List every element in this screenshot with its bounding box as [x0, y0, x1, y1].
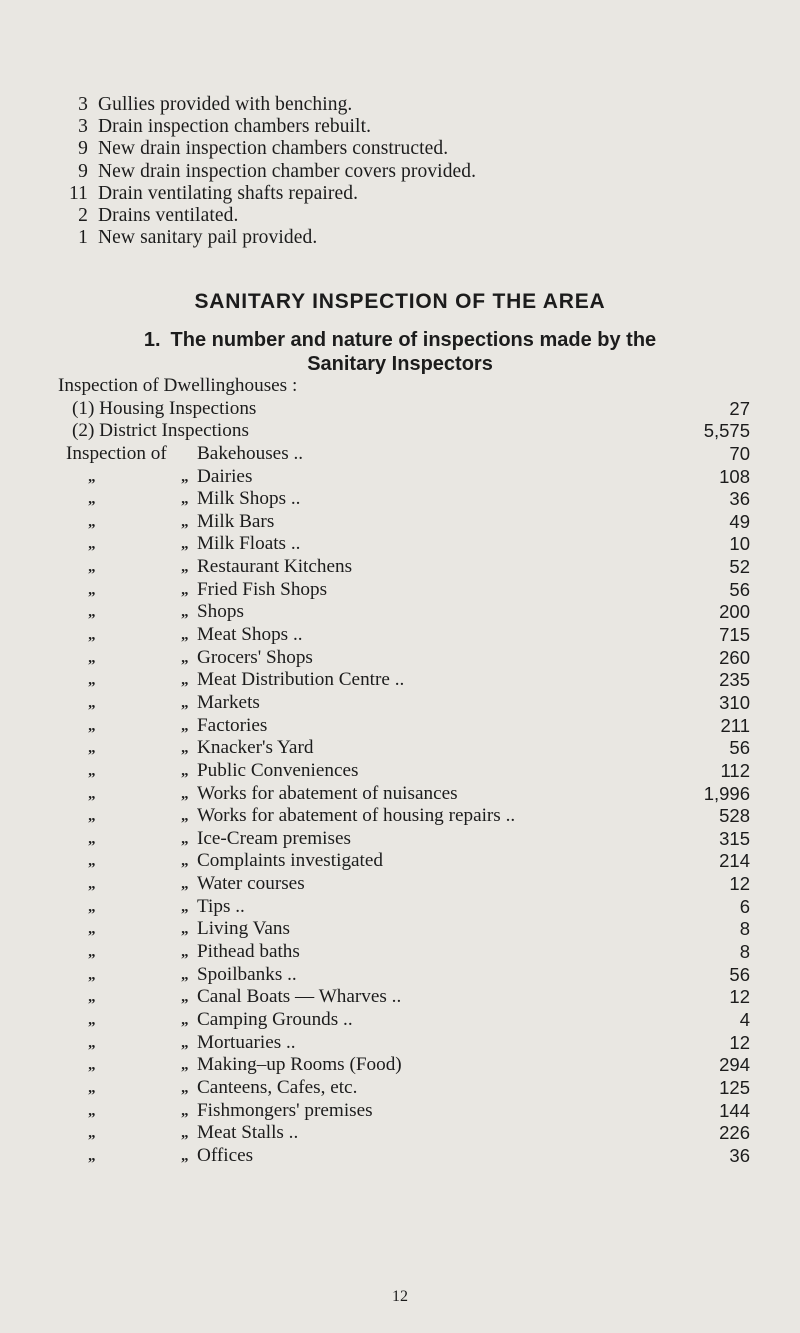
row-value: 1,996	[703, 782, 750, 804]
row-value: 8	[739, 941, 750, 963]
row-prefix: Inspection of	[66, 442, 167, 464]
table-row	[0, 941, 800, 964]
row-label: Dairies	[197, 465, 253, 487]
ditto-mark: „	[88, 966, 96, 983]
ditto-mark: „	[88, 1147, 96, 1164]
ditto-mark: „	[181, 1079, 189, 1096]
ditto-mark: „	[181, 1147, 189, 1164]
row-label: (1) Housing Inspections	[72, 397, 257, 419]
intro-line	[58, 227, 758, 249]
ditto-mark: „	[181, 830, 189, 847]
row-label: Canteens, Cafes, etc.	[197, 1076, 358, 1098]
row-label: Making–up Rooms (Food)	[197, 1054, 402, 1076]
ditto-mark: „	[88, 1057, 96, 1074]
row-label: Mortuaries ..	[197, 1031, 296, 1053]
ditto-mark: „	[88, 1034, 96, 1051]
table-row	[0, 1100, 800, 1123]
ditto-mark: „	[88, 672, 96, 689]
intro-count: 3	[78, 116, 88, 138]
ditto-mark: „	[181, 740, 189, 757]
ditto-mark: „	[181, 1125, 189, 1142]
row-value: 36	[729, 488, 750, 510]
table-row	[0, 511, 800, 534]
row-label: Complaints investigated	[197, 850, 383, 872]
intro-count: 3	[78, 94, 88, 115]
row-label: (2) District Inspections	[72, 420, 249, 442]
ditto-mark: „	[88, 762, 96, 779]
ditto-mark: „	[88, 536, 96, 553]
ditto-mark: „	[88, 694, 96, 711]
intro-text: New sanitary pail provided.	[98, 227, 318, 249]
row-value: 56	[729, 578, 750, 600]
row-value: 49	[729, 510, 750, 532]
ditto-mark: „	[88, 1011, 96, 1028]
intro-line	[58, 183, 758, 205]
row-label: Fried Fish Shops	[197, 578, 328, 600]
ditto-mark: „	[181, 627, 189, 644]
row-value: 70	[729, 442, 750, 464]
ditto-mark: „	[88, 853, 96, 870]
row-label: Canal Boats — Wharves ..	[197, 986, 402, 1008]
row-label: Milk Bars	[197, 510, 275, 532]
row-label: Living Vans	[197, 918, 290, 940]
row-value: 12	[729, 873, 750, 895]
table-row	[0, 1032, 800, 1055]
row-label: Bakehouses ..	[197, 442, 304, 464]
intro-text: New drain inspection chambers constructed.	[98, 138, 449, 160]
row-label: Meat Stalls ..	[197, 1122, 299, 1144]
row-label: Grocers' Shops	[197, 646, 313, 668]
ditto-mark: „	[88, 1102, 96, 1119]
table-row	[0, 398, 800, 421]
row-value: 315	[719, 827, 750, 849]
table-row	[0, 488, 800, 511]
ditto-mark: „	[181, 1102, 189, 1119]
row-label: Offices	[197, 1144, 254, 1166]
row-value: 715	[719, 624, 750, 646]
ditto-mark: „	[181, 785, 189, 802]
ditto-mark: „	[181, 762, 189, 779]
intro-text: New drain inspection chamber covers provided.	[98, 160, 477, 182]
row-value: 112	[720, 759, 750, 781]
intro-count: 2	[78, 204, 88, 226]
subtitle	[80, 328, 720, 376]
ditto-mark: „	[88, 830, 96, 847]
ditto-mark: „	[88, 604, 96, 621]
ditto-mark: „	[181, 672, 189, 689]
dwellings-heading: Inspection of Dwellinghouses :	[58, 375, 298, 396]
row-value: 214	[719, 850, 750, 872]
table-row	[0, 760, 800, 783]
row-value: 260	[719, 646, 750, 668]
table-row	[0, 1122, 800, 1145]
ditto-mark: „	[181, 989, 189, 1006]
table-row	[0, 964, 800, 987]
row-label: Meat Distribution Centre ..	[197, 669, 405, 691]
ditto-mark: „	[88, 989, 96, 1006]
table-row	[0, 533, 800, 556]
row-value: 12	[729, 986, 750, 1008]
row-value: 5,575	[703, 420, 750, 442]
row-value: 294	[719, 1054, 750, 1076]
ditto-mark: „	[88, 581, 96, 598]
ditto-mark: „	[181, 898, 189, 915]
row-label: Water courses	[197, 873, 305, 895]
ditto-mark: „	[88, 876, 96, 893]
row-value: 27	[729, 397, 750, 419]
table-row	[0, 556, 800, 579]
table-row	[0, 443, 800, 466]
intro-line	[58, 116, 758, 138]
row-label: Factories	[197, 714, 268, 736]
table-row	[0, 1145, 800, 1168]
row-label: Ice-Cream premises	[197, 827, 351, 849]
table-row	[0, 783, 800, 806]
table-row	[0, 647, 800, 670]
table-row	[0, 715, 800, 738]
row-value: 4	[739, 1008, 750, 1030]
table-row	[0, 1009, 800, 1032]
ditto-mark: „	[181, 966, 189, 983]
ditto-mark: „	[181, 876, 189, 893]
page-number: 12	[392, 1288, 408, 1305]
ditto-mark: „	[88, 491, 96, 508]
row-value: 52	[729, 556, 750, 578]
subtitle-text-1: The number and nature of inspections made by the	[170, 329, 657, 351]
table-row	[0, 918, 800, 941]
row-label: Knacker's Yard	[197, 737, 314, 759]
row-value: 528	[719, 805, 750, 827]
ditto-mark: „	[88, 944, 96, 961]
row-value: 235	[719, 669, 750, 691]
table-row	[0, 669, 800, 692]
ditto-mark: „	[181, 1034, 189, 1051]
ditto-mark: „	[181, 717, 189, 734]
row-label: Camping Grounds ..	[197, 1008, 353, 1030]
intro-count: 9	[78, 138, 88, 160]
ditto-mark: „	[88, 921, 96, 938]
intro-list	[58, 94, 758, 249]
ditto-mark: „	[88, 627, 96, 644]
row-value: 12	[729, 1031, 750, 1053]
ditto-mark: „	[88, 649, 96, 666]
table-row	[0, 850, 800, 873]
intro-text: Drain ventilating shafts repaired.	[98, 182, 359, 204]
table-row	[0, 737, 800, 760]
table-row	[0, 805, 800, 828]
intro-count: 11	[69, 182, 88, 204]
intro-line	[58, 94, 758, 116]
row-label: Works for abatement of housing repairs ..	[197, 805, 516, 827]
row-label: Tips ..	[197, 895, 245, 917]
intro-text: Gullies provided with benching.	[98, 94, 353, 115]
row-label: Shops	[197, 601, 244, 623]
table-row	[0, 579, 800, 602]
ditto-mark: „	[181, 559, 189, 576]
row-value: 6	[739, 895, 750, 917]
inspection-list	[0, 375, 800, 1167]
subtitle-line-2: Sanitary Inspectors	[307, 353, 493, 375]
table-row	[0, 466, 800, 489]
row-label: Meat Shops ..	[197, 624, 303, 646]
table-row	[0, 873, 800, 896]
row-label: Milk Shops ..	[197, 488, 301, 510]
ditto-mark: „	[181, 536, 189, 553]
subtitle-line-1	[80, 328, 720, 352]
ditto-mark: „	[181, 581, 189, 598]
row-label: Public Conveniences	[197, 759, 359, 781]
ditto-mark: „	[181, 944, 189, 961]
ditto-mark: „	[88, 559, 96, 576]
table-row	[0, 896, 800, 919]
ditto-mark: „	[181, 1057, 189, 1074]
intro-text: Drain inspection chambers rebuilt.	[98, 116, 372, 138]
table-row	[0, 828, 800, 851]
row-label: Spoilbanks ..	[197, 963, 297, 985]
row-value: 108	[719, 465, 750, 487]
ditto-mark: „	[88, 1125, 96, 1142]
row-label: Markets	[197, 691, 260, 713]
row-label: Fishmongers' premises	[197, 1099, 373, 1121]
ditto-mark: „	[88, 1079, 96, 1096]
ditto-mark: „	[181, 604, 189, 621]
table-row	[0, 601, 800, 624]
ditto-mark: „	[88, 717, 96, 734]
ditto-mark: „	[88, 785, 96, 802]
ditto-mark: „	[181, 921, 189, 938]
section-title: SANITARY INSPECTION OF THE AREA	[194, 290, 606, 313]
row-value: 56	[729, 737, 750, 759]
ditto-mark: „	[181, 513, 189, 530]
row-value: 125	[719, 1076, 750, 1098]
ditto-mark: „	[88, 468, 96, 485]
ditto-mark: „	[88, 898, 96, 915]
row-value: 310	[719, 691, 750, 713]
row-value: 144	[719, 1099, 750, 1121]
table-row	[0, 420, 800, 443]
ditto-mark: „	[88, 740, 96, 757]
ditto-mark: „	[181, 1011, 189, 1028]
row-value: 8	[739, 918, 750, 940]
ditto-mark: „	[88, 513, 96, 530]
intro-count: 1	[78, 227, 88, 249]
row-value: 56	[729, 963, 750, 985]
row-value: 200	[719, 601, 750, 623]
ditto-mark: „	[181, 468, 189, 485]
row-value: 36	[729, 1144, 750, 1166]
row-value: 211	[720, 714, 750, 736]
ditto-mark: „	[181, 694, 189, 711]
table-row	[0, 986, 800, 1009]
table-row	[0, 1077, 800, 1100]
subtitle-number: 1.	[143, 329, 161, 351]
row-label: Pithead baths	[197, 941, 300, 963]
ditto-mark: „	[181, 649, 189, 666]
row-label: Milk Floats ..	[197, 533, 301, 555]
ditto-mark: „	[181, 491, 189, 508]
row-value: 226	[719, 1122, 750, 1144]
intro-count: 9	[78, 160, 88, 182]
intro-text: Drains ventilated.	[98, 204, 239, 226]
row-label: Works for abatement of nuisances	[197, 782, 458, 804]
ditto-mark: „	[181, 808, 189, 825]
table-row	[0, 692, 800, 715]
dwellings-heading-row	[0, 375, 800, 398]
intro-line	[58, 205, 758, 227]
ditto-mark: „	[181, 853, 189, 870]
table-row	[0, 624, 800, 647]
row-value: 10	[729, 533, 750, 555]
intro-line	[58, 138, 758, 160]
table-row	[0, 1054, 800, 1077]
ditto-mark: „	[88, 808, 96, 825]
row-label: Restaurant Kitchens	[197, 556, 353, 578]
intro-line	[58, 161, 758, 183]
